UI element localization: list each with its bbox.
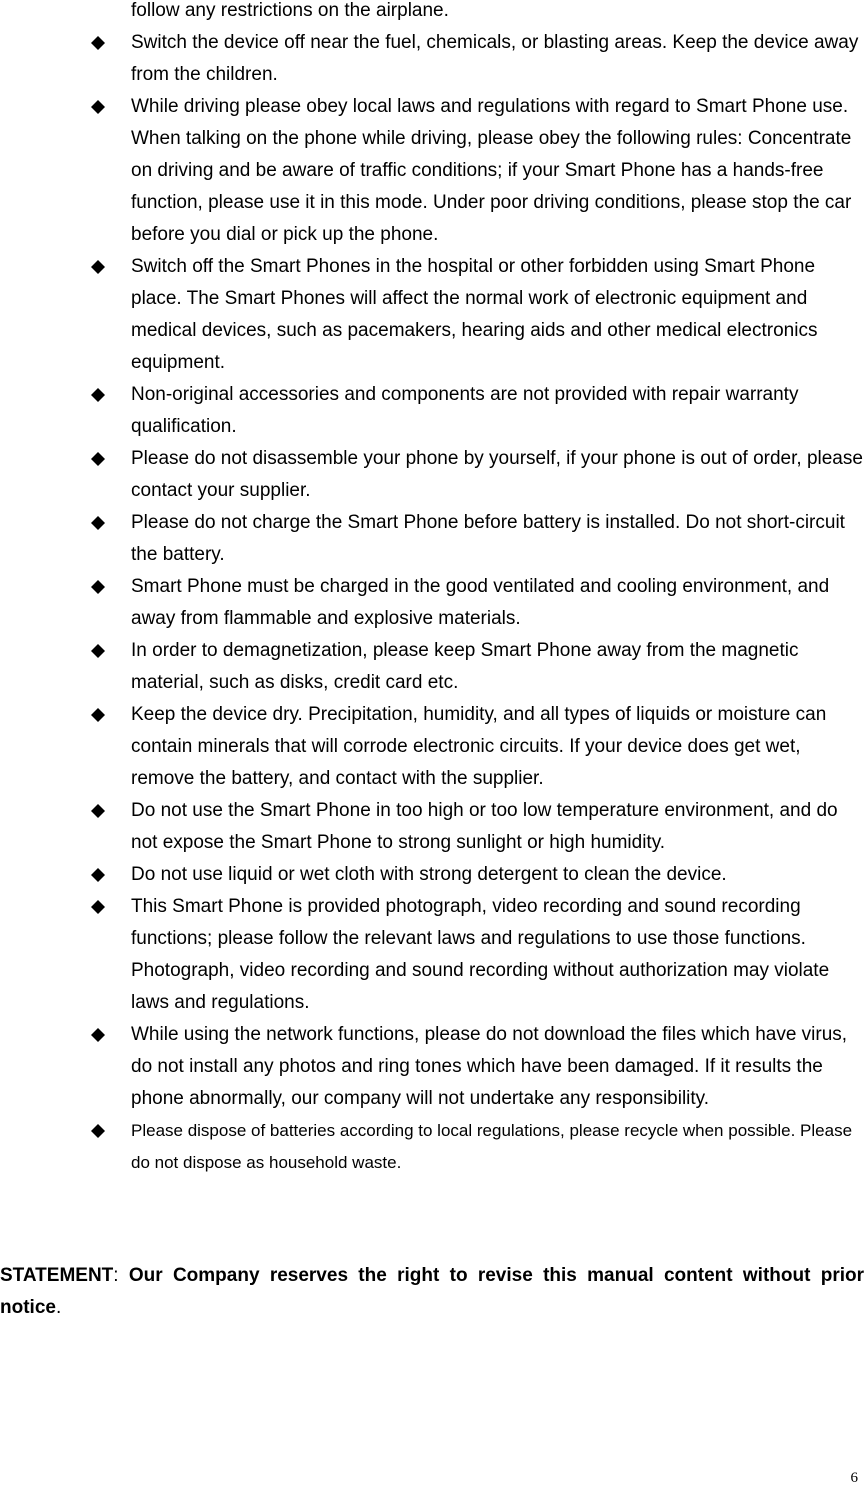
diamond-bullet-icon bbox=[89, 507, 107, 539]
list-item bbox=[0, 27, 864, 91]
list-item bbox=[0, 91, 864, 251]
safety-bullet-list bbox=[0, 27, 864, 1179]
list-item bbox=[0, 251, 864, 379]
diamond-bullet-icon bbox=[89, 859, 107, 891]
list-item-text: While driving please obey local laws and regulations with regard to Smart Phone use. When talking on the phone while driving, please obey the following rules: Concentrate on driving and be aware of traffic conditions; if your Smart Phone has a hands-free function, please use it in this mode. Under poor driving conditions, please stop the car before you dial or pick up the phone. bbox=[131, 96, 852, 245]
diamond-bullet-icon bbox=[89, 443, 107, 475]
list-item-text: Do not use the Smart Phone in too high or too low temperature environment, and do not expose the Smart Phone to strong sunlight or high humidity. bbox=[131, 800, 838, 853]
diamond-bullet-icon bbox=[89, 1115, 107, 1147]
list-item-text: Please do not disassemble your phone by yourself, if your phone is out of order, please contact your supplier. bbox=[131, 448, 863, 501]
list-item bbox=[0, 1019, 864, 1115]
continuation-text: follow any restrictions on the airplane. bbox=[131, 0, 449, 21]
list-item-text: Do not use liquid or wet cloth with strong detergent to clean the device. bbox=[131, 864, 727, 885]
diamond-bullet-icon bbox=[89, 251, 107, 283]
diamond-bullet-icon bbox=[89, 795, 107, 827]
list-item-text: Please dispose of batteries according to local regulations, please recycle when possible. Please do not dispose as household waste. bbox=[131, 1121, 853, 1172]
list-item-text: In order to demagnetization, please keep Smart Phone away from the magnetic material, such as disks, credit card etc. bbox=[131, 640, 799, 693]
list-item-text: This Smart Phone is provided photograph, video recording and sound recording functions; please follow the relevant laws and regulations to use those functions. Photograph, video recording and sound recording without authorization may violate laws and regulations. bbox=[131, 896, 830, 1013]
diamond-bullet-icon bbox=[89, 27, 107, 59]
list-item bbox=[0, 379, 864, 443]
statement-end: . bbox=[55, 1297, 62, 1318]
diamond-bullet-icon bbox=[89, 379, 107, 411]
statement-label: STATEMENT bbox=[0, 1265, 114, 1286]
diamond-bullet-icon bbox=[89, 571, 107, 603]
page-number: 6 bbox=[850, 1470, 858, 1486]
list-item bbox=[0, 507, 864, 571]
list-item-text: Smart Phone must be charged in the good ventilated and cooling environment, and away from flammable and explosive materials. bbox=[131, 576, 830, 629]
list-item bbox=[0, 699, 864, 795]
list-item-text: Please do not charge the Smart Phone before battery is installed. Do not short-circuit the battery. bbox=[131, 512, 845, 565]
statement-paragraph bbox=[0, 1260, 864, 1324]
diamond-bullet-icon bbox=[89, 91, 107, 123]
diamond-bullet-icon bbox=[89, 635, 107, 667]
list-item bbox=[0, 635, 864, 699]
list-item-text: Switch the device off near the fuel, chemicals, or blasting areas. Keep the device away from the children. bbox=[131, 32, 859, 85]
diamond-bullet-icon bbox=[89, 1019, 107, 1051]
list-item bbox=[0, 1115, 864, 1179]
list-item-text: Switch off the Smart Phones in the hospital or other forbidden using Smart Phone place. The Smart Phones will affect the normal work of electronic equipment and medical devices, such as pacemakers, hearing aids and other medical electronics equipment. bbox=[131, 256, 818, 373]
list-item bbox=[0, 795, 864, 859]
list-item bbox=[0, 891, 864, 1019]
diamond-bullet-icon bbox=[89, 699, 107, 731]
diamond-bullet-icon bbox=[89, 891, 107, 923]
list-item bbox=[0, 859, 864, 891]
statement-body: Our Company reserves the right to revise this manual content without prior notice bbox=[0, 1265, 864, 1318]
list-item-text: Keep the device dry. Precipitation, humidity, and all types of liquids or moisture can contain minerals that will corrode electronic circuits. If your device does get wet, remove the battery, and contact with the supplier. bbox=[131, 704, 827, 789]
statement-separator: : bbox=[113, 1265, 129, 1286]
list-item-text: Non-original accessories and components are not provided with repair warranty qualification. bbox=[131, 384, 799, 437]
list-item bbox=[0, 443, 864, 507]
list-item bbox=[0, 571, 864, 635]
list-item-text: While using the network functions, please do not download the files which have virus, do not install any photos and ring tones which have been damaged. If it results the phone abnormally, our company will not undertake any responsibility. bbox=[131, 1024, 848, 1109]
